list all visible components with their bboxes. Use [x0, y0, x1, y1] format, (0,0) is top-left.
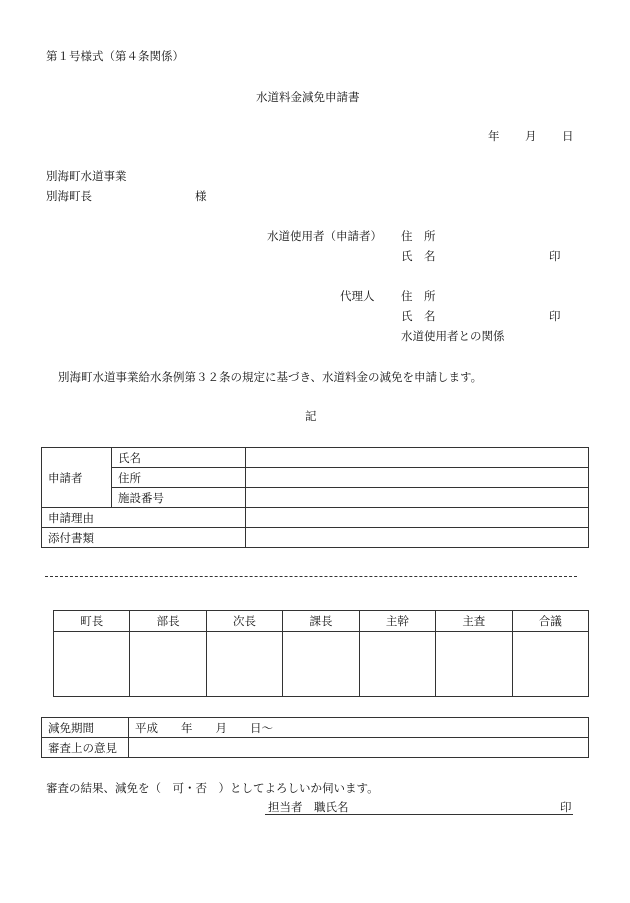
approval-seal-cell[interactable] — [283, 632, 359, 697]
applicant-name-label: 氏 名 — [401, 249, 436, 263]
addressee-honorific: 様 — [195, 189, 207, 203]
reason-value-cell[interactable] — [246, 508, 589, 528]
date-year: 年 — [488, 129, 500, 143]
approval-header-consultation: 合議 — [512, 611, 588, 632]
facility-value-cell[interactable] — [246, 488, 589, 508]
addressee-line1: 別海町水道事業 — [46, 169, 127, 183]
period-label-cell: 減免期間 — [42, 718, 129, 738]
approval-seal-cell[interactable] — [359, 632, 435, 697]
approval-seal-cell[interactable] — [512, 632, 588, 697]
approval-header-section-chief: 課長 — [283, 611, 359, 632]
agent-seal: 印 — [549, 309, 561, 323]
approval-header-chief-officer: 主幹 — [359, 611, 435, 632]
officer-label: 担当者 職氏名 — [268, 800, 349, 814]
address-value-cell[interactable] — [246, 468, 589, 488]
attachments-value-cell[interactable] — [246, 528, 589, 548]
facility-label-cell: 施設番号 — [112, 488, 246, 508]
approval-header-staff-officer: 主査 — [436, 611, 512, 632]
attachments-label-cell: 添付書類 — [42, 528, 246, 548]
approval-seal-cell[interactable] — [54, 632, 130, 697]
ki-heading: 記 — [305, 409, 317, 423]
approval-header-director: 部長 — [130, 611, 206, 632]
approval-seal-cell[interactable] — [436, 632, 512, 697]
review-label-cell: 審査上の意見 — [42, 738, 129, 758]
date-month: 月 — [525, 129, 537, 143]
applicant-label: 水道使用者（申請者） — [267, 229, 382, 243]
addressee-line2: 別海町長 — [46, 189, 92, 203]
agent-address-label: 住 所 — [401, 289, 436, 303]
form-number: 第１号様式（第４条関係） — [46, 49, 184, 63]
approval-seal-cell[interactable] — [130, 632, 206, 697]
address-label-cell: 住所 — [112, 468, 246, 488]
applicant-cell: 申請者 — [42, 448, 112, 508]
approval-header-mayor: 町長 — [54, 611, 130, 632]
approval-header-deputy: 次長 — [206, 611, 282, 632]
agent-label: 代理人 — [340, 289, 375, 303]
period-table — [41, 717, 589, 758]
application-statement: 別海町水道事業給水条例第３２条の規定に基づき、水道料金の減免を申請します。 — [58, 370, 483, 384]
applicant-address-label: 住 所 — [401, 229, 436, 243]
page-title: 水道料金減免申請書 — [256, 90, 360, 104]
application-table — [41, 447, 589, 548]
name-value-cell[interactable] — [246, 448, 589, 468]
period-value-cell[interactable]: 平成 年 月 日～ — [129, 718, 589, 738]
approval-seal-cell[interactable] — [206, 632, 282, 697]
dashed-divider — [45, 576, 577, 577]
approval-table — [53, 610, 589, 697]
officer-signature-line — [265, 814, 573, 815]
review-value-cell[interactable] — [129, 738, 589, 758]
applicant-seal: 印 — [549, 249, 561, 263]
result-statement: 審査の結果、減免を（ 可・否 ）としてよろしいか伺います。 — [46, 781, 379, 795]
name-label-cell: 氏名 — [112, 448, 246, 468]
agent-name-label: 氏 名 — [401, 309, 436, 323]
reason-label-cell: 申請理由 — [42, 508, 246, 528]
date-day: 日 — [562, 129, 574, 143]
agent-relation-label: 水道使用者との関係 — [401, 329, 505, 343]
officer-seal: 印 — [560, 800, 572, 814]
